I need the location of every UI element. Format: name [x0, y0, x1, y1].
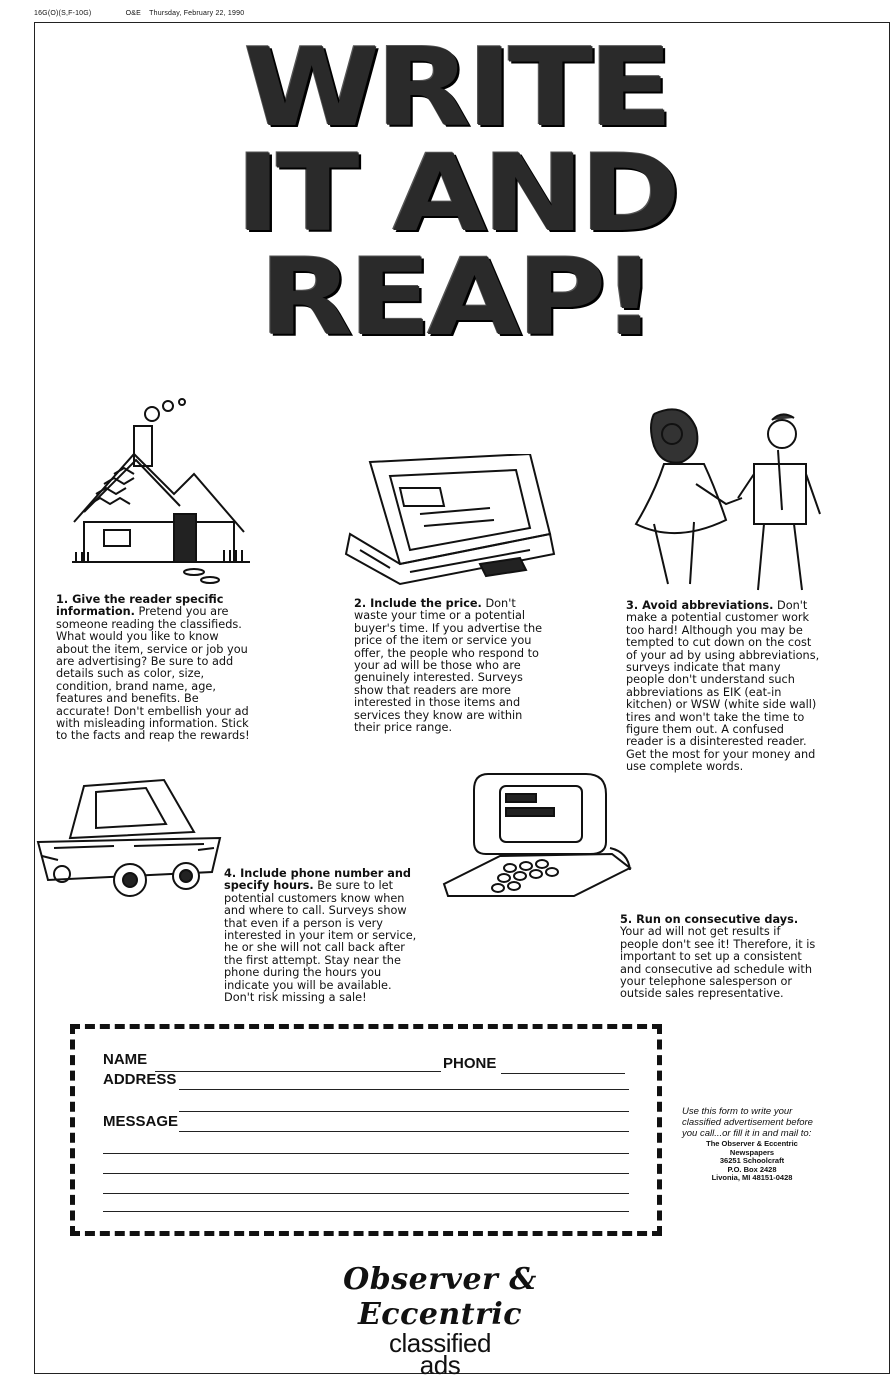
mailing-address — [682, 1140, 822, 1183]
tip-2 — [354, 598, 552, 734]
message-field-line-4[interactable] — [103, 1193, 629, 1194]
page-header — [34, 10, 276, 17]
tip-1 — [56, 594, 252, 743]
tip-3 — [626, 600, 822, 774]
message-field-line-1[interactable] — [179, 1131, 629, 1132]
computer-illustration-icon — [440, 770, 636, 898]
message-field-line-2[interactable] — [103, 1153, 629, 1154]
headline-line-3: REAP! — [259, 235, 653, 359]
logo-classified: classified — [389, 1328, 491, 1358]
name-field[interactable] — [155, 1071, 441, 1072]
headline — [232, 26, 680, 359]
message-label: MESSAGE — [103, 1113, 179, 1130]
tip-5-title: 5. Run on consecutive days. — [620, 913, 799, 926]
tip-4-body: Be sure to let potential customers know when and where to call. Surveys show that even if a person is very interested in your item or service, he or she will not call back after the first attempt. Stay near the phone during the hours you indicate you will be available. Don't risk missing a sale! — [224, 879, 417, 1005]
mail-instructions — [682, 1106, 822, 1183]
headline-line-2: IT AND — [235, 131, 677, 255]
issue-date: Thursday, February 22, 1990 — [149, 10, 245, 17]
couple-illustration-icon — [624, 404, 830, 598]
tip-5-body: Your ad will not get results if people don't see it! Therefore, it is important to set up a consistent and consecutive ad schedule with your telephone salesperson or outside sales representative. — [620, 925, 816, 1001]
car-illustration-icon — [34, 776, 222, 900]
tip-3-title: 3. Avoid abbreviations. — [626, 599, 774, 612]
phone-label: PHONE — [443, 1055, 497, 1072]
name-label: NAME — [103, 1051, 148, 1068]
address-city: Livonia, MI 48151-0428 — [711, 1173, 793, 1182]
mail-instructions-text: Use this form to write your classified advertisement before you call...or fill it in and mail to: — [682, 1106, 813, 1139]
address-label: ADDRESS — [103, 1071, 177, 1088]
logo-ads: ads — [419, 1350, 461, 1380]
tip-4 — [224, 868, 420, 1004]
message-field-line-3[interactable] — [103, 1173, 629, 1174]
phone-field[interactable] — [501, 1073, 625, 1074]
classified-order-form — [70, 1024, 662, 1236]
tip-4-title: 4. Include phone number and specify hours. — [224, 867, 412, 893]
address-street: 36251 Schoolcraft — [719, 1156, 785, 1165]
page-code: 16G(O)(S,F-10G) — [34, 10, 92, 17]
address-org-1: The Observer & Eccentric — [706, 1139, 798, 1148]
headline-line-1: WRITE — [243, 26, 669, 151]
tip-3-body: Don't make a potential customer work too hard! Although you may be tempted to cut down on the cost of your ad by using abbreviations, surveys indicate that many people don't understand such abbreviations as EIK (eat-in kitchen) or WSW (white side wall) tires and won't take the time to figure them out. A confused reader is a disinterested reader. Get the most for your money and use complete words. — [626, 599, 820, 774]
address-field[interactable] — [179, 1089, 629, 1090]
tip-1-title: 1. Give the reader specific information. — [56, 593, 224, 619]
house-illustration-icon — [64, 394, 254, 588]
message-field-line-5[interactable] — [103, 1211, 629, 1212]
tip-2-title: 2. Include the price. — [354, 597, 482, 610]
address-org-2: Newspapers — [729, 1147, 775, 1157]
message-field-line-0[interactable] — [179, 1111, 629, 1112]
tip-1-body: Pretend you are someone reading the classifieds. What would you like to know about the item, service or job you are advertising? Be sure to add details such as color, size, condition, brand name, age, features and benefits. Be accurate! Don't embellish your ad with misleading information. Stick to the facts and reap the rewards! — [56, 605, 250, 743]
tip-2-body: Don't waste your time or a potential buyer's time. If you advertise the price of the item or service you offer, the people who respond to your ad will be those who are genuinely interested. Surveys show that readers are more interested in those items and services they know are within their price range. — [354, 597, 543, 735]
logo-name: Observer & Eccentric — [343, 1262, 537, 1332]
address-pobox: P.O. Box 2428 — [727, 1164, 777, 1174]
observer-eccentric-logo — [270, 1262, 610, 1380]
tip-5 — [620, 914, 816, 1001]
briefcase-illustration-icon — [340, 454, 564, 588]
section-name: O&E — [125, 10, 141, 17]
